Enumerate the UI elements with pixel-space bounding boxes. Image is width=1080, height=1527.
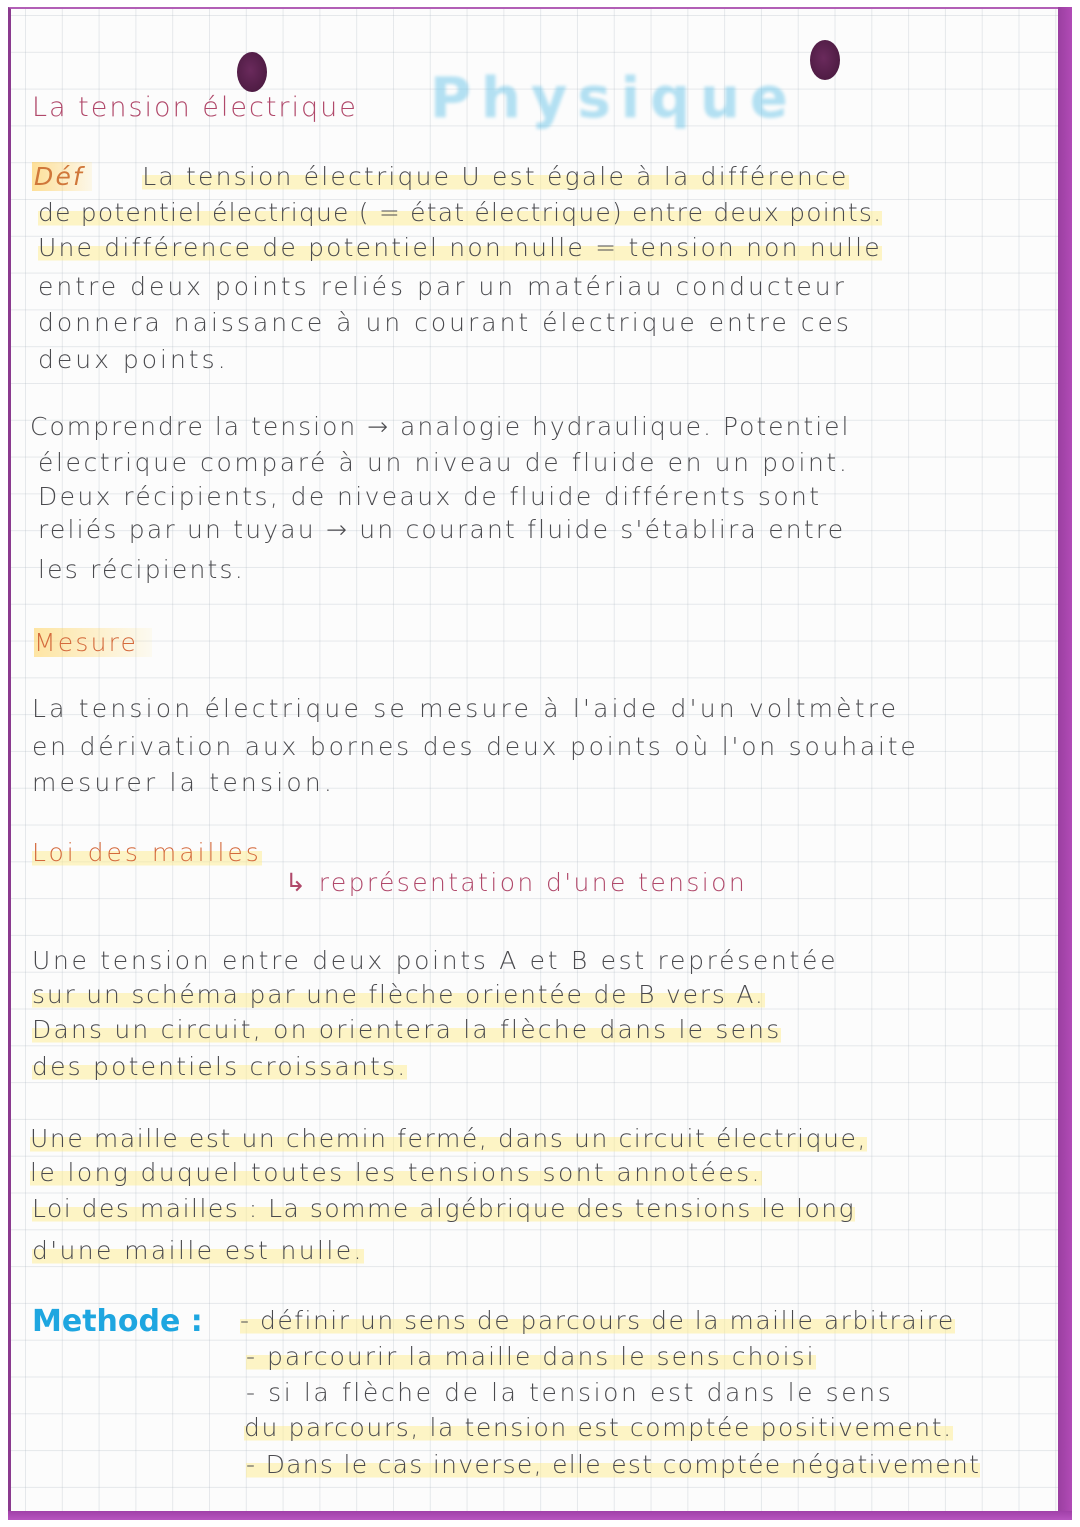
methode-step-4 <box>246 1450 980 1479</box>
mesure-heading: Mesure <box>34 628 152 657</box>
punch-hole-left <box>237 52 267 92</box>
maille-line-4-text: d'une maille est nulle. <box>32 1236 364 1265</box>
watermark-physique: Physique <box>430 66 798 131</box>
mesure-line-1: La tension électrique se mesure à l'aide d'un voltmètre <box>32 694 900 723</box>
section-heading-mesure <box>34 628 152 657</box>
representation-line-3-text: Dans un circuit, on orientera la flèche dans le sens <box>32 1015 782 1044</box>
loi-mailles-heading: Loi des mailles <box>32 838 262 867</box>
definition-label: Déf <box>32 162 92 191</box>
methode-step-4-text: - Dans le cas inverse, elle est comptée négativement <box>246 1450 981 1479</box>
representation-line-4 <box>32 1052 407 1081</box>
section-heading-loi-des-mailles <box>32 838 262 867</box>
definition-text: La tension électrique U est égale à la différence <box>142 162 849 191</box>
maille-line-1-text: Une maille est un chemin fermé, dans un circuit électrique, <box>30 1124 868 1153</box>
maille-line-3 <box>32 1194 855 1223</box>
methode-step-1 <box>240 1306 955 1335</box>
analogy-line-1: Comprendre la tension → analogie hydraulique. Potentiel <box>30 412 851 441</box>
methode-step-2-text: - parcourir la maille dans le sens choisi <box>246 1342 816 1371</box>
representation-line-1: Une tension entre deux points A et B est représentée <box>32 946 839 975</box>
maille-line-2-text: le long duquel toutes les tensions sont annotées. <box>30 1158 762 1187</box>
representation-line-2-text: sur un schéma par une flèche orientée de B vers A. <box>32 980 765 1009</box>
methode-step-1-text: - définir un sens de parcours de la maille arbitraire <box>240 1306 955 1335</box>
page-title: La tension électrique <box>32 92 358 123</box>
definition-line-6: deux points. <box>38 345 229 374</box>
methode-step-3: - si la flèche de la tension est dans le sens <box>246 1378 894 1407</box>
maille-line-3-text: Loi des mailles : La somme algébrique des tensions le long <box>32 1194 856 1223</box>
definition-line-4: entre deux points reliés par un matériau conducteur <box>38 272 847 301</box>
methode-label: Methode : <box>32 1304 203 1339</box>
definition-line-1 <box>32 162 849 191</box>
loi-mailles-subheading: ↳ représentation d'une tension <box>285 868 748 897</box>
definition-line-5: donnera naissance à un courant électrique entre ces <box>38 308 852 337</box>
binding-stripe-right <box>1058 7 1072 1520</box>
maille-line-4 <box>32 1236 364 1265</box>
methode-step-3-continued <box>244 1413 953 1442</box>
definition-line-3: Une différence de potentiel non nulle = tension non nulle <box>38 233 882 262</box>
punch-hole-right <box>810 40 840 80</box>
definition-line-2: de potentiel électrique ( = état électrique) entre deux points. <box>38 198 883 227</box>
analogy-line-5: les récipients. <box>38 555 245 584</box>
representation-line-4-text: des potentiels croissants. <box>32 1052 408 1081</box>
representation-line-2 <box>32 980 765 1009</box>
analogy-line-2: électrique comparé à un niveau de fluide en un point. <box>38 448 850 477</box>
methode-step-2 <box>246 1342 816 1371</box>
methode-step-3-continued-text: du parcours, la tension est comptée positivement. <box>244 1413 953 1442</box>
maille-line-2 <box>30 1158 762 1187</box>
representation-line-3 <box>32 1015 781 1044</box>
mesure-line-3: mesurer la tension. <box>32 768 336 797</box>
binding-stripe-bottom <box>8 1511 1072 1520</box>
analogy-line-4: reliés par un tuyau → un courant fluide s'établira entre <box>38 515 846 544</box>
maille-line-1 <box>30 1124 867 1153</box>
mesure-line-2: en dérivation aux bornes des deux points où l'on souhaite <box>32 732 919 761</box>
analogy-line-3: Deux récipients, de niveaux de fluide différents sont <box>38 482 822 511</box>
